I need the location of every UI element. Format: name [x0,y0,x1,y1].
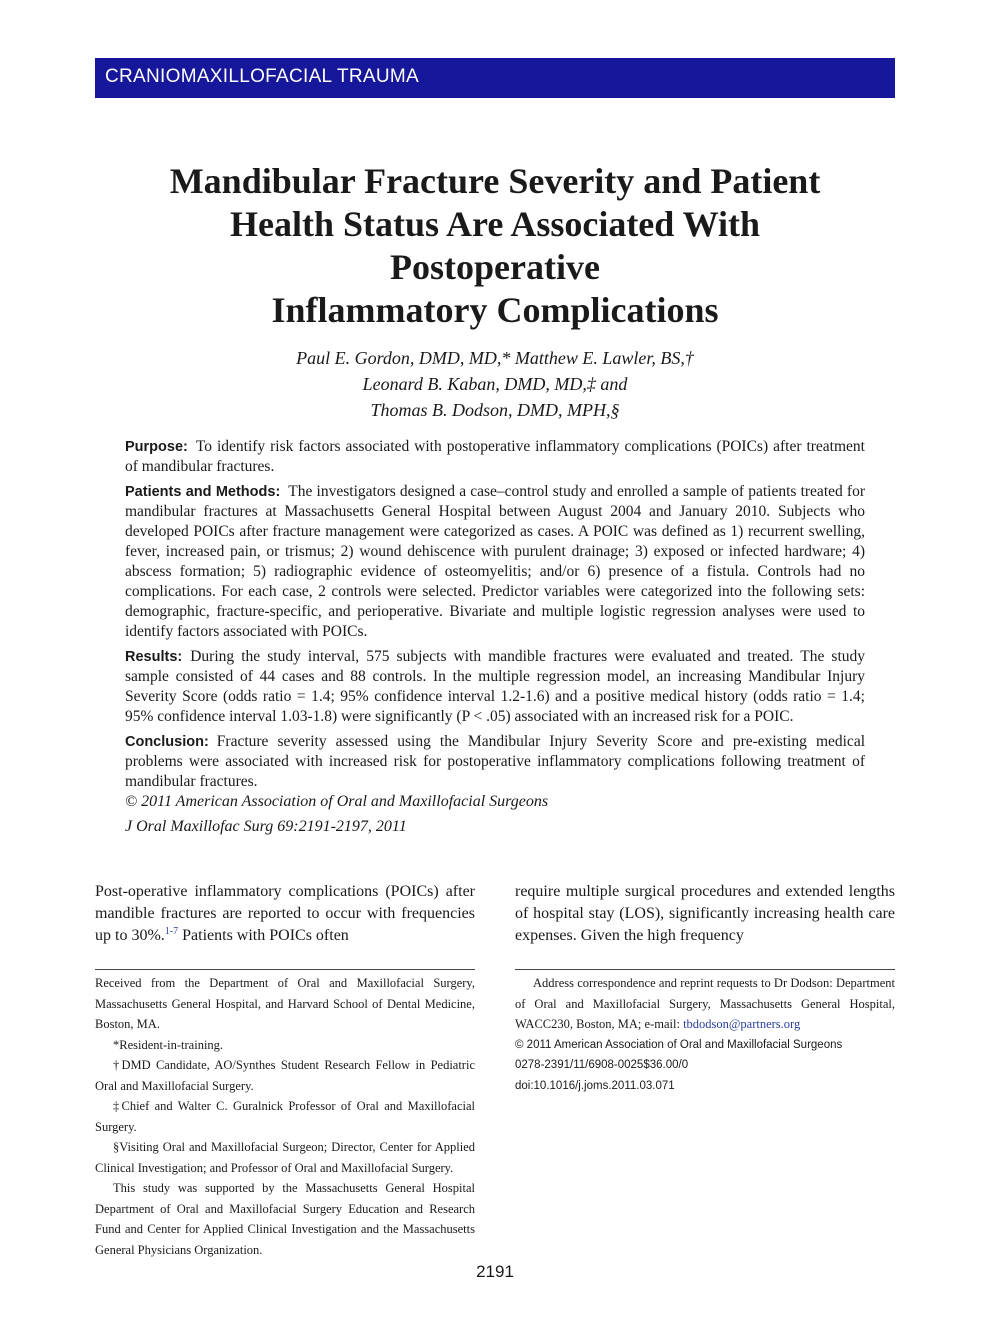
footnote-divider [95,969,475,970]
results-label: Results: [125,649,183,665]
page-number: 2191 [476,1262,514,1281]
reference-link[interactable]: 1-7 [164,926,179,937]
title-line: Mandibular Fracture Severity and Patient [169,161,821,201]
author-note: §Visiting Oral and Maxillofacial Surgeon; Director, Center for Applied Clinical Investigation; and Professor of Oral and Maxillofacial Surgery. [95,1140,475,1175]
abstract-conclusion [125,732,865,792]
author-line: Paul E. Gordon, DMD, MD,* Matthew E. Lawler, BS,† [296,348,694,368]
purpose-text: To identify risk factors associated with postoperative inflammatory complications (POICs) after treatment of mandibular fractures. [125,438,865,475]
body-text-part: Post-operative inflammatory complications (POICs) after mandible fractures are reported to occur with frequencies up to 30%. [95,883,475,944]
purpose-label: Purpose: [125,439,188,455]
doi-line[interactable]: doi:10.1016/j.joms.2011.03.071 [515,1079,675,1092]
footnotes-left [95,973,475,1260]
section-label: CRANIOMAXILLOFACIAL TRAUMA [105,66,419,87]
author-note: ‡Chief and Walter C. Guralnick Professor of Oral and Maxillofacial Surgery. [95,1099,475,1134]
body-text-part: Patients with POICs often [178,927,349,944]
author-note: †DMD Candidate, AO/Synthes Student Research Fellow in Pediatric Oral and Maxillofacial Surgery. [95,1058,475,1093]
received-note: Received from the Department of Oral and Maxillofacial Surgery, Massachusetts General Hospital, and Harvard School of Dental Medicine, Boston, MA. [95,976,475,1031]
address-note [515,973,895,1035]
methods-label: Patients and Methods: [125,484,281,500]
conclusion-label: Conclusion: [125,734,209,750]
abstract-methods [125,482,865,642]
title-line: Inflammatory Complications [271,290,719,330]
results-text: During the study interval, 575 subjects with mandible fractures were evaluated and treated. The study sample consisted of 44 cases and 88 controls. In the multiple regression model, an increasing Mandibular Injury Severity Score (odds ratio = 1.4; 95% confidence interval 1.2-1.6) and a positive medical history (odds ratio = 1.4; 95% confidence interval 1.03-1.8) were significantly (P < .05) associated with an increased risk for a POIC. [125,648,865,725]
title-line: Health Status Are Associated With [229,204,761,244]
author-line: Thomas B. Dodson, DMD, MPH,§ [370,400,620,420]
article-title [95,160,895,332]
author-note: *Resident-in-training. [113,1037,224,1052]
author-line: Leonard B. Kaban, DMD, MD,‡ and [362,374,628,394]
conclusion-text: Fracture severity assessed using the Mandibular Injury Severity Score and pre-existing medical problems were associated with increased risk for postoperative inflammatory complications following treatment of mandibular fractures. [125,733,865,790]
footnote-divider [515,969,895,970]
body-paragraph: require multiple surgical procedures and extended lengths of hospital stay (LOS), significantly increasing health care expenses. Given the high frequency [515,883,895,944]
title-line: Postoperative [390,247,600,287]
abstract-purpose [125,437,865,477]
methods-text: The investigators designed a case–control study and enrolled a sample of patients treated for mandibular fractures at Massachusetts General Hospital between August 2004 and January 2010. Subjects who developed POICs after fracture management were categorized as cases. A POIC was defined as 1) recurrent swelling, fever, increased pain, or trismus; 2) wound dehiscence with purulent drainage; 3) exposed or infected hardware; 4) abscess formation; 5) radiographic evidence of osteomyelitis; and/or 6) presence of a fistula. Controls had no complications. For each case, 2 controls were selected. Predictor variables were categorized into the following sets: demographic, fracture-specific, and perioperative. Bivariate and multiple logistic regression analyses were used to identify factors associated with POICs. [125,483,865,640]
footnotes-right [515,973,895,1096]
address-text: Address correspondence and reprint requests to Dr Dodson: Department of Oral and Maxillofacial Surgery, Massachusetts General Hospital, WACC230, Boston, MA; e-mail: [515,976,895,1031]
author-list [95,345,895,423]
body-paragraph [95,881,475,947]
journal-citation: J Oral Maxillofac Surg 69:2191-2197, 2011 [125,818,407,835]
body-column-left [95,881,475,947]
section-banner [95,58,895,98]
body-column-right [515,881,895,947]
email-link[interactable]: tbdodson@partners.org [683,1017,801,1031]
abstract [125,437,865,842]
support-note: This study was supported by the Massachusetts General Hospital Department of Oral and Maxillofacial Surgery Education and Research Fund and Center for Applied Clinical Investigation and the Massachusetts General Physicians Organization. [95,1181,475,1257]
copyright-line: © 2011 American Association of Oral and Maxillofacial Surgeons [515,1038,843,1051]
issn-code: 0278-2391/11/6908-0025$36.00/0 [515,1059,689,1071]
abstract-copyright: © 2011 American Association of Oral and Maxillofacial Surgeons [125,793,549,810]
abstract-results [125,647,865,727]
